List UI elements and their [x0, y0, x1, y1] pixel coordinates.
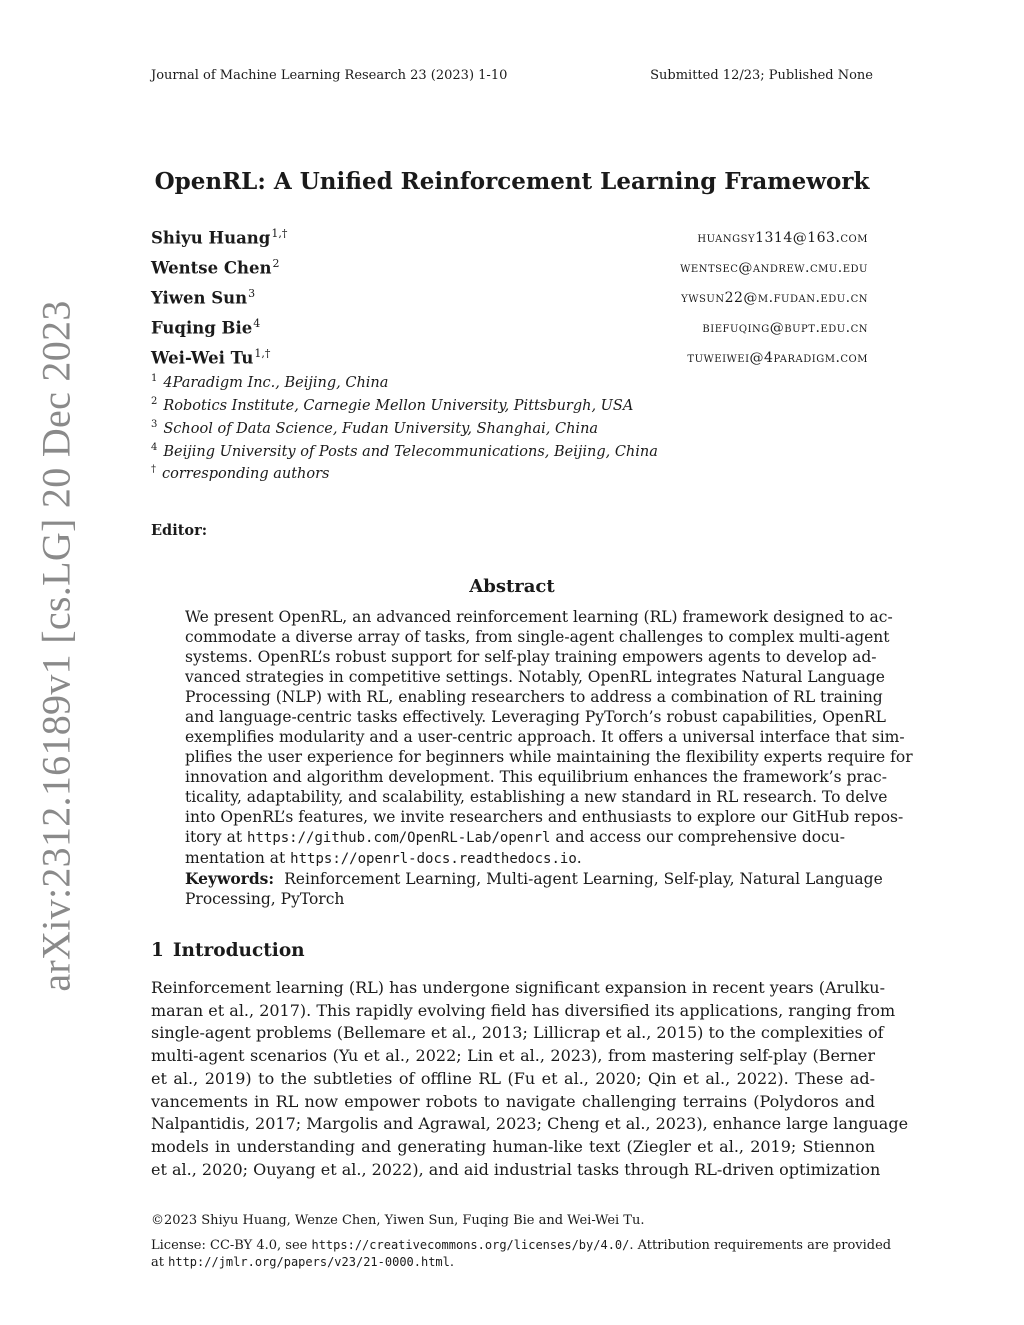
abstract-body	[185, 607, 913, 909]
license-text: at	[151, 1255, 164, 1270]
author-name-text: Fuqing Bie	[151, 318, 253, 338]
body-line: et al., 2019) to the subtleties of offline RL (Fu et al., 2020; Qin et al., 2022). These ad-	[151, 1068, 875, 1088]
license-text: License: CC-BY 4.0, see	[151, 1238, 308, 1253]
abstract-line: innovation and algorithm development. This equilibrium enhances the framework’s prac-	[185, 768, 887, 786]
affiliation-mark: 4	[151, 442, 158, 453]
body-line: maran et al., 2017). This rapidly evolving field has diversified its applications, ranging from	[151, 1000, 896, 1020]
author-name	[151, 317, 260, 338]
abstract-line: systems. OpenRL’s robust support for self-play training empowers agents to develop ad-	[185, 648, 877, 666]
abstract-line	[185, 848, 840, 869]
abstract-text: mentation at	[185, 849, 286, 867]
author-email[interactable]: tuweiwei@4paradigm.com	[687, 350, 868, 366]
author-email[interactable]: biefuqing@bupt.edu.cn	[702, 320, 868, 336]
license-text: . Attribution requirements are provided	[629, 1238, 892, 1253]
body-line: Nalpantidis, 2017; Margolis and Agrawal, 2023; Cheng et al., 2023), enhance large language	[151, 1114, 909, 1134]
license-text: .	[449, 1255, 455, 1270]
affiliation	[151, 373, 388, 391]
abstract-text: itory at	[185, 828, 243, 846]
author-name	[151, 257, 279, 278]
introduction-body	[151, 977, 909, 1181]
author-superscript: 1,†	[254, 347, 271, 360]
affiliation-text: Robotics Institute, Carnegie Mellon University, Pittsburgh, USA	[163, 397, 634, 414]
affiliation-text: Beijing University of Posts and Telecommunications, Beijing, China	[163, 443, 658, 460]
section-heading	[151, 940, 305, 961]
author-name	[151, 347, 270, 368]
affiliation-mark: 1	[151, 373, 158, 384]
abstract-line: exemplifies modularity and a user-centric approach. It offers a universal interface that sim-	[185, 728, 905, 746]
abstract-text: and access our comprehensive docu-	[555, 828, 846, 846]
author-superscript: 3	[248, 287, 256, 300]
affiliation	[151, 442, 658, 460]
abstract-line: and language-centric tasks effectively. Leveraging PyTorch’s robust capabilities, OpenRL	[185, 708, 886, 726]
author-name	[151, 227, 287, 248]
keywords-line: Processing, PyTorch	[185, 890, 345, 908]
body-line: Reinforcement learning (RL) has undergone significant expansion in recent years (Arulku-	[151, 978, 885, 997]
github-link[interactable]: https://github.com/OpenRL-Lab/openrl	[247, 830, 551, 846]
author-superscript: 1,†	[271, 227, 288, 240]
body-line: models in understanding and generating human-like text (Ziegler et al., 2019; Stiennon	[151, 1136, 875, 1156]
author-superscript: 4	[253, 317, 261, 330]
author-name-text: Wei-Wei Tu	[151, 348, 254, 368]
arxiv-stamp: arXiv:2312.16189v1 [cs.LG] 20 Dec 2023	[33, 300, 79, 992]
license-line	[151, 1238, 891, 1253]
section-title: Introduction	[172, 940, 305, 961]
affiliation-text: corresponding authors	[162, 465, 330, 482]
keywords-line	[185, 869, 883, 889]
license-line	[151, 1255, 454, 1270]
abstract-line: commodate a diverse array of tasks, from single-agent challenges to complex multi-agent	[185, 628, 890, 646]
submission-info: Submitted 12/23; Published None	[650, 68, 873, 83]
affiliation-text: 4Paradigm Inc., Beijing, China	[163, 374, 389, 391]
section-number: 1	[151, 940, 164, 961]
abstract-line: vanced strategies in competitive settings. Notably, OpenRL integrates Natural Language	[185, 668, 885, 686]
copyright-notice: ©2023 Shiyu Huang, Wenze Chen, Yiwen Sun, Fuqing Bie and Wei-Wei Tu.	[151, 1213, 645, 1228]
jmlr-link[interactable]: http://jmlr.org/papers/v23/21-0000.html	[168, 1255, 450, 1269]
abstract-line: Processing (NLP) with RL, enabling researchers to address a combination of RL training	[185, 688, 883, 706]
abstract-line: into OpenRL’s features, we invite researchers and enthusiasts to explore our GitHub repos-	[185, 808, 904, 826]
abstract-line: We present OpenRL, an advanced reinforcement learning (RL) framework designed to ac-	[185, 608, 893, 626]
abstract-line: plifies the user experience for beginners while maintaining the flexibility experts require for	[185, 748, 913, 766]
affiliation-mark: †	[151, 464, 156, 475]
author-email[interactable]: wentsec@andrew.cmu.edu	[680, 260, 868, 276]
author-name	[151, 287, 255, 308]
abstract-line: ticality, adaptability, and scalability, establishing a new standard in RL research. To delve	[185, 788, 888, 806]
affiliation	[151, 419, 598, 437]
author-name-text: Shiyu Huang	[151, 228, 271, 248]
body-line: multi-agent scenarios (Yu et al., 2022; Lin et al., 2023), from mastering self-play (Berner	[151, 1046, 875, 1066]
author-email[interactable]: ywsun22@m.fudan.edu.cn	[681, 290, 868, 306]
journal-header: Journal of Machine Learning Research 23 (2023) 1-10	[151, 68, 508, 83]
author-superscript: 2	[272, 257, 280, 270]
affiliation	[151, 396, 633, 414]
abstract-text: .	[576, 849, 582, 867]
affiliation-text: School of Data Science, Fudan University, Shanghai, China	[163, 420, 599, 437]
author-name-text: Yiwen Sun	[151, 288, 248, 308]
keywords-label: Keywords:	[185, 869, 275, 888]
body-line: vancements in RL now empower robots to navigate challenging terrains (Polydoros and	[151, 1091, 875, 1111]
abstract-heading: Abstract	[469, 576, 555, 597]
abstract-line	[185, 827, 846, 848]
license-link[interactable]: https://creativecommons.org/licenses/by/4.0/	[311, 1238, 630, 1252]
affiliation	[151, 464, 330, 482]
affiliation-mark: 2	[151, 396, 158, 407]
paper-title: OpenRL: A Unified Reinforcement Learning Framework	[154, 168, 870, 195]
affiliation-mark: 3	[151, 419, 158, 430]
body-line: single-agent problems (Bellemare et al., 2013; Lillicrap et al., 2015) to the complexities of	[151, 1023, 884, 1043]
body-line: et al., 2020; Ouyang et al., 2022), and aid industrial tasks through RL-driven optimization	[151, 1159, 881, 1179]
editor-label: Editor:	[151, 522, 208, 539]
author-email[interactable]: huangsy1314@163.com	[697, 230, 868, 246]
docs-link[interactable]: https://openrl-docs.readthedocs.io	[290, 851, 577, 867]
keywords-text: Reinforcement Learning, Multi-agent Learning, Self-play, Natural Language	[284, 870, 883, 888]
author-name-text: Wentse Chen	[151, 258, 272, 278]
